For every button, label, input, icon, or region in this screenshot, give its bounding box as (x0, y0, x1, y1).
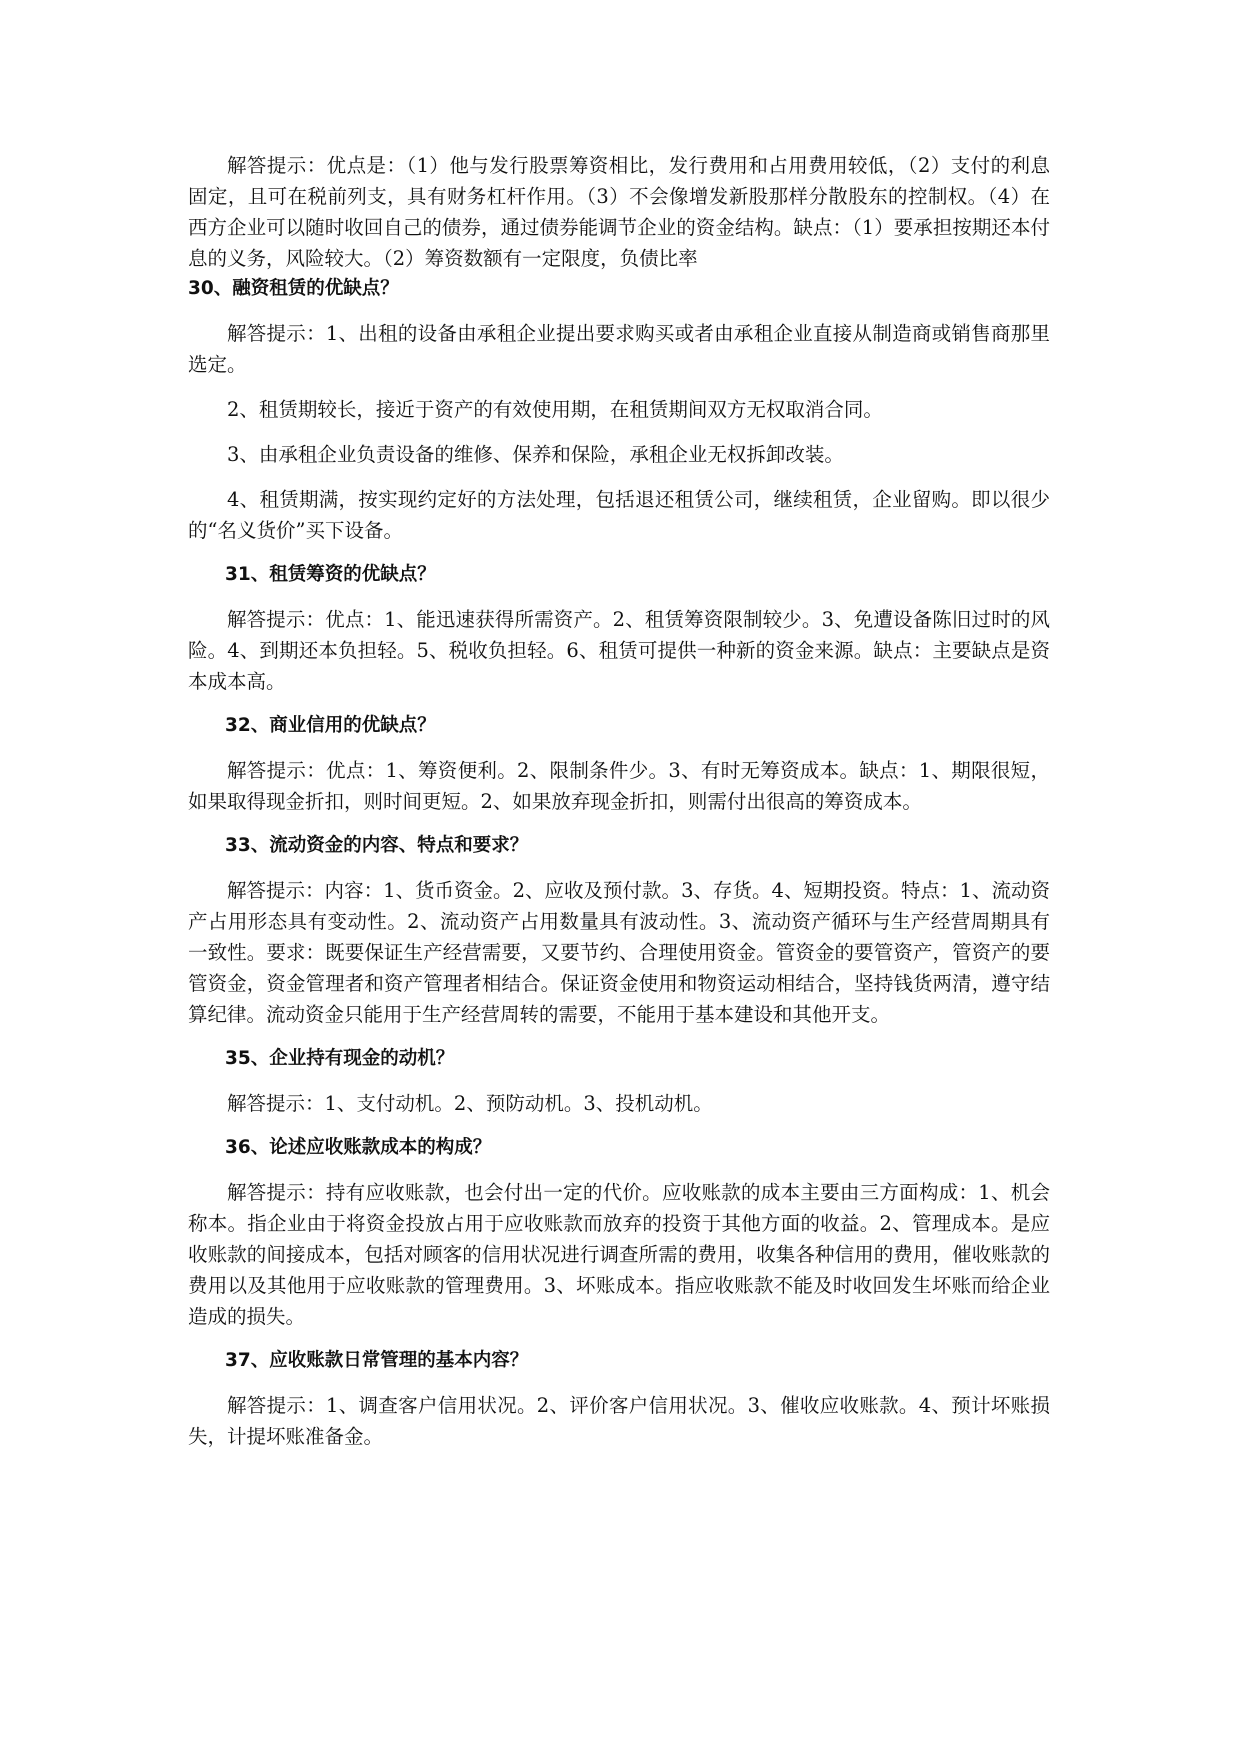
question-heading-37: 37、应收账款日常管理的基本内容？ (225, 1350, 529, 1371)
paragraph: 解答提示：1、调查客户信用状况。2、评价客户信用状况。3、催收应收账款。4、预计坏账损失，计提坏账准备金。 (188, 1394, 1050, 1448)
paragraph: 解答提示：优点是：（1）他与发行股票筹资相比，发行费用和占用费用较低，（2）支付的利息固定，且可在税前列支，具有财务杠杆作用。（3）不会像增发新股那样分散股东的控制权。（4）在西方企业可以随时收回自己的债券，通过债券能调节企业的资金结构。缺点：（1）要承担按期还本付息的义务，风险较大。（2）筹资数额有一定限度，负债比率 (188, 154, 1050, 270)
document-body (188, 150, 1050, 1466)
question-heading-31: 31、租赁筹资的优缺点？ (225, 564, 436, 585)
paragraph: 解答提示：1、出租的设备由承租企业提出要求购买或者由承租企业直接从制造商或销售商那里选定。 (188, 322, 1050, 376)
paragraph: 解答提示：持有应收账款，也会付出一定的代价。应收账款的成本主要由三方面构成：1、机会称本。指企业由于将资金投放占用于应收账款而放弃的投资于其他方面的收益。2、管理成本。是应收账款的间接成本，包括对顾客的信用状况进行调查所需的费用，收集各种信用的费用，催收账款的费用以及其他用于应收账款的管理费用。3、坏账成本。指应收账款不能及时收回发生坏账而给企业造成的损失。 (188, 1181, 1050, 1328)
paragraph: 2、租赁期较长，接近于资产的有效使用期，在租赁期间双方无权取消合同。 (227, 398, 883, 421)
question-heading-32: 32、商业信用的优缺点？ (225, 715, 436, 736)
paragraph: 解答提示：优点：1、能迅速获得所需资产。2、租赁筹资限制较少。3、免遭设备陈旧过时的风险。4、到期还本负担轻。5、税收负担轻。6、租赁可提供一种新的资金来源。缺点：主要缺点是资本成本高。 (188, 608, 1050, 693)
paragraph: 3、由承租企业负责设备的维修、保养和保险，承租企业无权拆卸改装。 (227, 443, 844, 466)
paragraph: 解答提示：1、支付动机。2、预防动机。3、投机动机。 (227, 1092, 713, 1115)
paragraph: 4、租赁期满，按实现约定好的方法处理，包括退还租赁公司，继续租赁，企业留购。即以很少的“名义货价”买下设备。 (188, 488, 1050, 542)
question-heading-33: 33、流动资金的内容、特点和要求？ (225, 835, 529, 856)
paragraph: 解答提示：内容：1、货币资金。2、应收及预付款。3、存货。4、短期投资。特点：1、流动资产占用形态具有变动性。2、流动资产占用数量具有波动性。3、流动资产循环与生产经营周期具有一致性。要求：既要保证生产经营需要，又要节约、合理使用资金。管资金的要管资产，管资产的要管资金，资金管理者和资产管理者相结合。保证资金使用和物资运动相结合，坚持钱货两清，遵守结算纪律。流动资金只能用于生产经营周转的需要，不能用于基本建设和其他开支。 (188, 879, 1050, 1026)
question-heading-30: 30、融资租赁的优缺点？ (188, 278, 399, 299)
question-heading-35: 35、企业持有现金的动机？ (225, 1048, 455, 1069)
paragraph: 解答提示：优点：1、筹资便利。2、限制条件少。3、有时无筹资成本。缺点：1、期限很短，如果取得现金折扣，则时间更短。2、如果放弃现金折扣，则需付出很高的筹资成本。 (188, 759, 1050, 813)
question-heading-36: 36、论述应收账款成本的构成？ (225, 1137, 492, 1158)
